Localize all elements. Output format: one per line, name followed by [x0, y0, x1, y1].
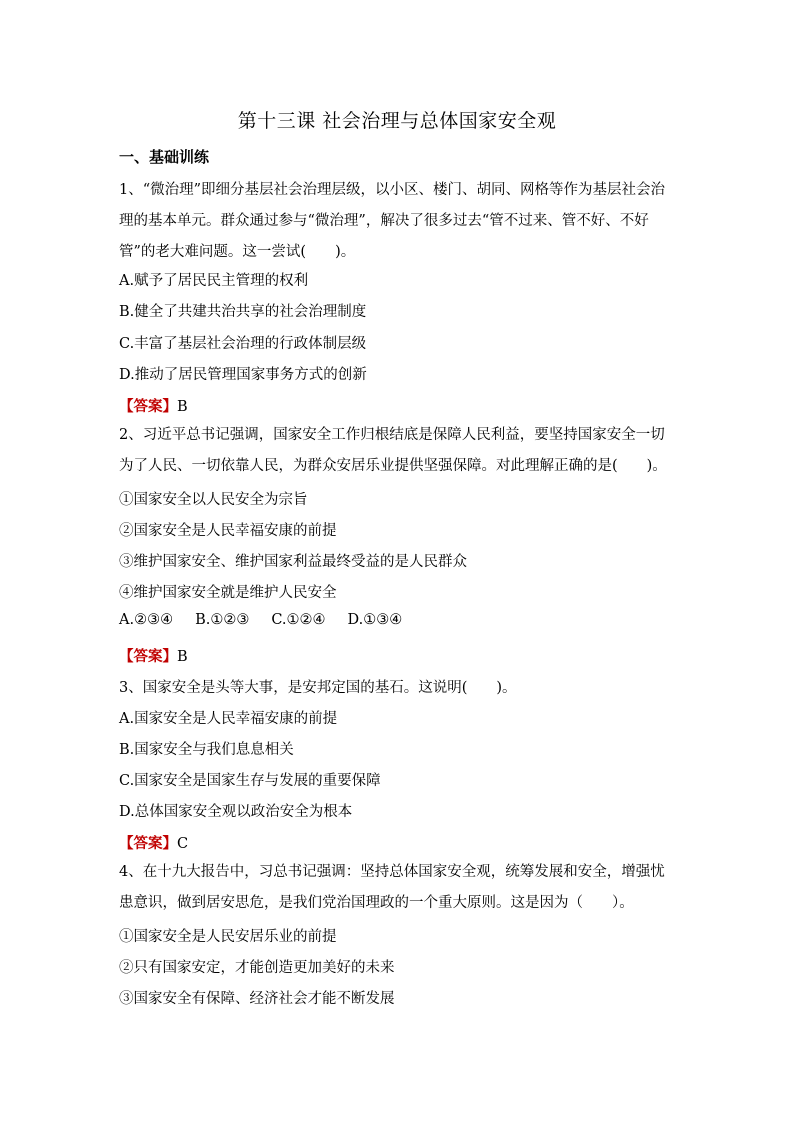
question-2-option-b: B.①②③ — [195, 612, 250, 628]
question-3-option-c: C.国家安全是国家生存与发展的重要保障 — [119, 773, 381, 789]
question-1-option-c: C.丰富了基层社会治理的行政体制层级 — [119, 336, 367, 352]
question-4-statement-1: ①国家安全是人民安居乐业的前提 — [119, 929, 337, 945]
question-3-option-b: B.国家安全与我们息息相关 — [119, 742, 294, 758]
answer-value: B — [177, 399, 188, 415]
question-2-options — [119, 612, 679, 628]
question-2-option-d: D.①③④ — [347, 612, 403, 628]
question-2-statement-4: ④维护国家安全就是维护人民安全 — [119, 585, 337, 601]
question-1-option-d: D.推动了居民管理国家事务方式的创新 — [119, 367, 367, 383]
answer-tag: 【答案】 — [119, 835, 177, 852]
answer-tag: 【答案】 — [119, 398, 177, 415]
question-2-statement-3: ③维护国家安全、维护国家利益最终受益的是人民群众 — [119, 554, 467, 570]
question-2-statement-1: ①国家安全以人民安全为宗旨 — [119, 492, 308, 508]
question-1-option-a: A.赋予了居民民主管理的权利 — [119, 273, 309, 289]
question-2-answer — [119, 645, 188, 666]
question-1-option-b: B.健全了共建共治共享的社会治理制度 — [119, 304, 367, 320]
section-heading: 一、基础训练 — [119, 148, 210, 166]
question-4-statement-2: ②只有国家安定，才能创造更加美好的未来 — [119, 960, 395, 976]
question-4-statement-3: ③国家安全有保障、经济社会才能不断发展 — [119, 991, 395, 1007]
answer-tag: 【答案】 — [119, 648, 177, 665]
page-title: 第十三课 社会治理与总体国家安全观 — [237, 110, 557, 132]
answer-value: C — [177, 836, 189, 852]
question-4-stem: 4、在十九大报告中，习总书记强调：坚持总体国家安全观，统筹发展和安全，增强忧患意识，做到居安思危，是我们党治国理政的一个重大原则。这是因为（ ）。 — [119, 864, 665, 911]
question-2-stem: 2、习近平总书记强调，国家安全工作归根结底是保障人民利益，要坚持国家安全一切为了人民、一切依靠人民，为群众安居乐业提供坚强保障。对此理解正确的是( )。 — [119, 427, 667, 474]
question-3-option-d: D.总体国家安全观以政治安全为根本 — [119, 804, 353, 820]
question-2-option-a: A.②③④ — [119, 612, 174, 628]
question-2-statement-2: ②国家安全是人民幸福安康的前提 — [119, 523, 337, 539]
question-3-answer — [119, 832, 188, 853]
question-1-answer — [119, 395, 188, 416]
question-3-option-a: A.国家安全是人民幸福安康的前提 — [119, 711, 338, 727]
question-1-stem: 1、“微治理”即细分基层社会治理层级，以小区、楼门、胡同、网格等作为基层社会治理的基本单元。群众通过参与“微治理”，解决了很多过去“管不过来、管不好、不好管”的老大难问题。这一尝试( )。 — [119, 182, 666, 260]
question-2-option-c: C.①②④ — [271, 612, 326, 628]
answer-value: B — [177, 649, 188, 665]
question-3-stem: 3、国家安全是头等大事，是安邦定国的基石。这说明( )。 — [119, 680, 517, 696]
